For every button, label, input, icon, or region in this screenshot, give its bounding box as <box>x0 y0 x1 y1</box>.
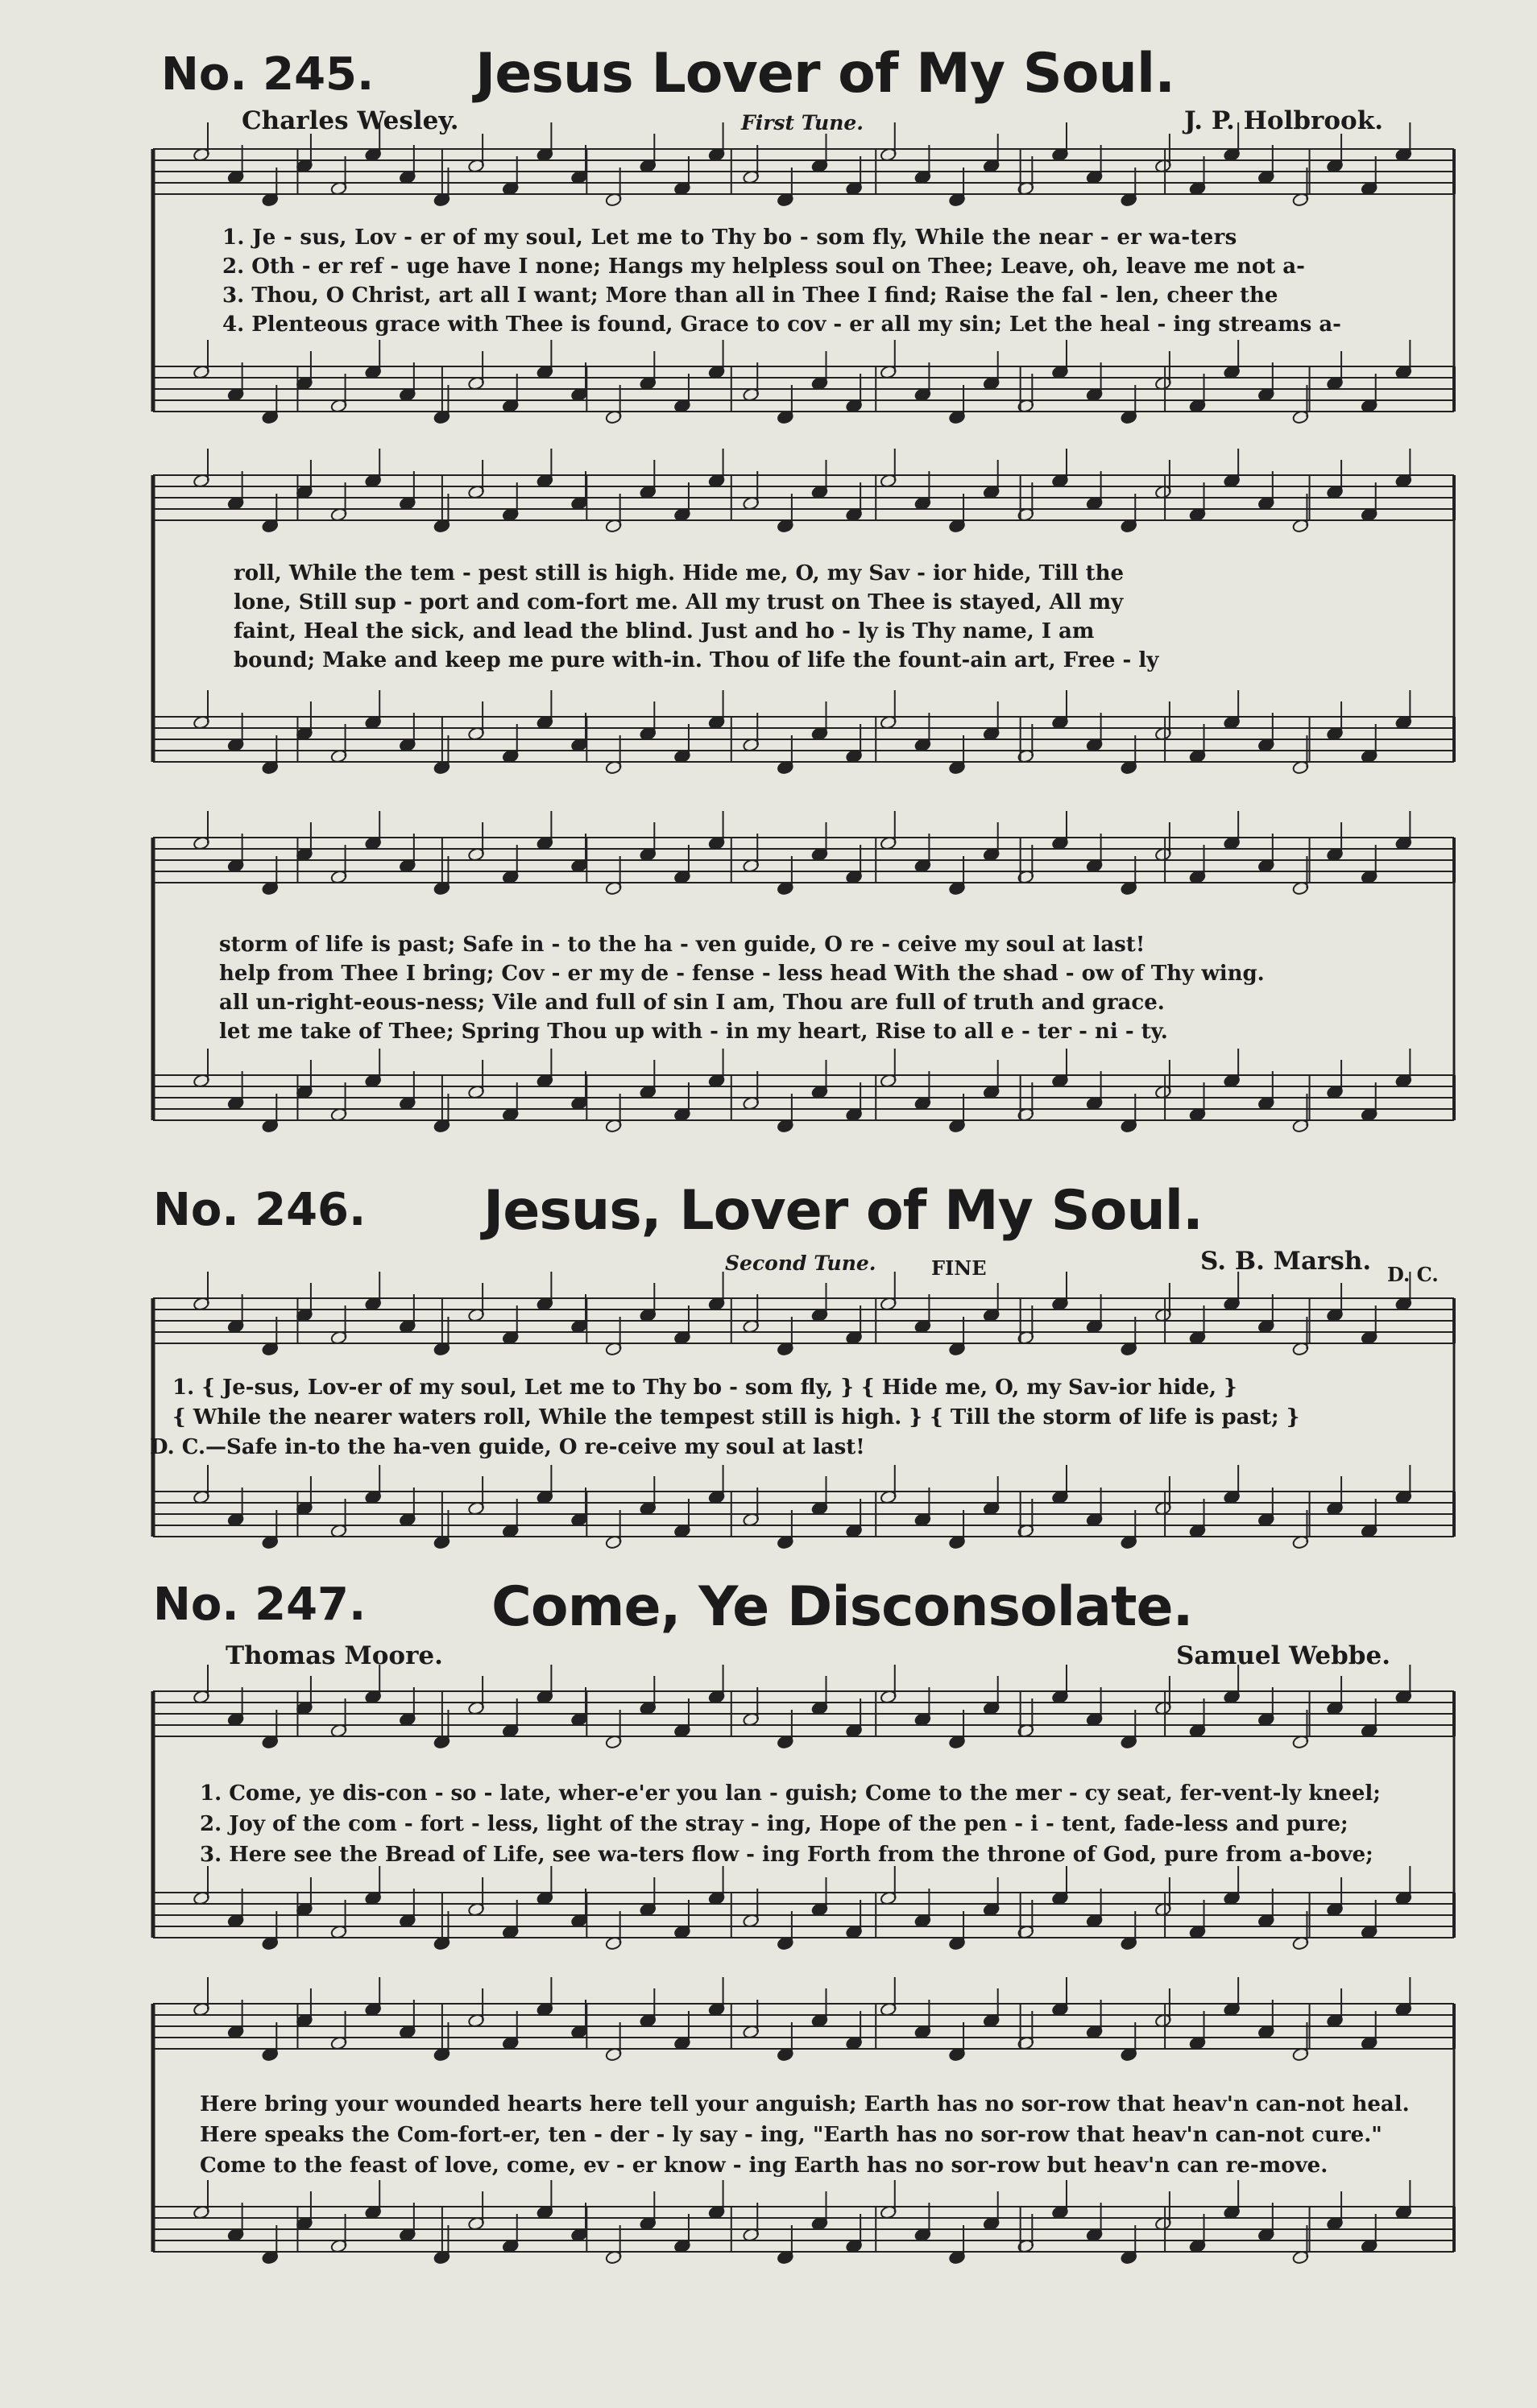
verse-line: Here bring your wounded hearts here tell your anguish; Earth has no sor-row that heav'n can-not heal. <box>200 2092 1410 2116</box>
verse-line: 3. Thou, O Christ, art all I want; More than all in Thee I find; Raise the fal - len, cheer the <box>222 283 1278 308</box>
hymn-title: Jesus Lover of My Soul. <box>475 42 1175 106</box>
verse-line: help from Thee I bring; Cov - er my de - fense - less head With the shad - ow of Thy wing. <box>219 962 1265 986</box>
hymn-composer: J. P. Holbrook. <box>1184 106 1383 135</box>
verse-line: 3. Here see the Bread of Life, see wa-ters flow - ing Forth from the throne of God, pure from a-bove; <box>200 1843 1373 1867</box>
hymn-number: No. 245. <box>161 48 375 101</box>
verse-line: roll, While the tem - pest still is high. Hide me, O, my Sav - ior hide, Till the <box>234 561 1125 585</box>
hymn-245-header <box>153 42 1458 145</box>
verse-line: let me take of Thee; Spring Thou up with - in my heart, Rise to all e - ter - ni - ty. <box>219 1020 1168 1044</box>
verse-line: { While the nearer waters roll, While the tempest still is high. } { Till the storm of life is past; } <box>172 1405 1300 1429</box>
verse-line: storm of life is past; Safe in - to the ha - ven guide, O re - ceive my soul at last! <box>219 933 1146 957</box>
tune-note: Second Tune. <box>725 1252 876 1275</box>
verse-line: Here speaks the Com-fort-er, ten - der - ly say - ing, "Earth has no sor-row that heav'n can-not cure." <box>200 2123 1382 2147</box>
verse-line: 2. Joy of the com - fort - less, light of the stray - ing, Hope of the pen - i - tent, fade-less and pure; <box>200 1812 1348 1836</box>
hymn-246-header <box>153 1179 1458 1286</box>
verse-line: 1. { Je-sus, Lov-er of my soul, Let me to Thy bo - som fly, } { Hide me, O, my Sav-ior hide, } <box>172 1376 1237 1400</box>
hymn-number: No. 246. <box>153 1184 367 1236</box>
verse-line: faint, Heal the sick, and lead the blind. Just and ho - ly is Thy name, I am <box>234 619 1095 643</box>
verse-line: all un-right-eous-ness; Vile and full of sin I am, Thou are full of truth and grace. <box>219 991 1165 1015</box>
hymn-247-header <box>153 1575 1458 1675</box>
verse-line: 1. Je - sus, Lov - er of my soul, Let me to Thy bo - som fly, While the near - er wa-ters <box>222 225 1237 250</box>
fine-mark: FINE <box>931 1256 987 1280</box>
verse-line: lone, Still sup - port and com-fort me. All my trust on Thee is stayed, All my <box>234 590 1124 614</box>
hymn-title: Come, Ye Disconsolate. <box>491 1575 1193 1639</box>
verse-line: 1. Come, ye dis-con - so - late, wher-e'er you lan - guish; Come to the mer - cy seat, fer-vent-ly kneel; <box>200 1781 1381 1806</box>
hymn-author: Charles Wesley. <box>242 106 459 135</box>
dc-mark: D. C. <box>1387 1263 1439 1286</box>
verse-line: 4. Plenteous grace with Thee is found, Grace to cov - er all my sin; Let the heal - ing streams a- <box>222 312 1341 337</box>
verse-line: 2. Oth - er ref - uge have I none; Hangs my helpless soul on Thee; Leave, oh, leave me not a- <box>222 254 1305 279</box>
hymn-author: Thomas Moore. <box>226 1641 443 1670</box>
hymn-composer: S. B. Marsh. <box>1200 1247 1372 1276</box>
hymn-number: No. 247. <box>153 1578 367 1631</box>
hymn-composer: Samuel Webbe. <box>1176 1641 1390 1670</box>
verse-line: bound; Make and keep me pure with-in. Thou of life the fount-ain art, Free - ly <box>234 648 1159 672</box>
verse-line: D. C.—Safe in-to the ha-ven guide, O re-ceive my soul at last! <box>150 1435 865 1459</box>
verse-line: Come to the feast of love, come, ev - er know - ing Earth has no sor-row but heav'n can re-move. <box>200 2154 1328 2178</box>
tune-note: First Tune. <box>741 111 864 134</box>
hymn-title: Jesus, Lover of My Soul. <box>483 1179 1203 1243</box>
